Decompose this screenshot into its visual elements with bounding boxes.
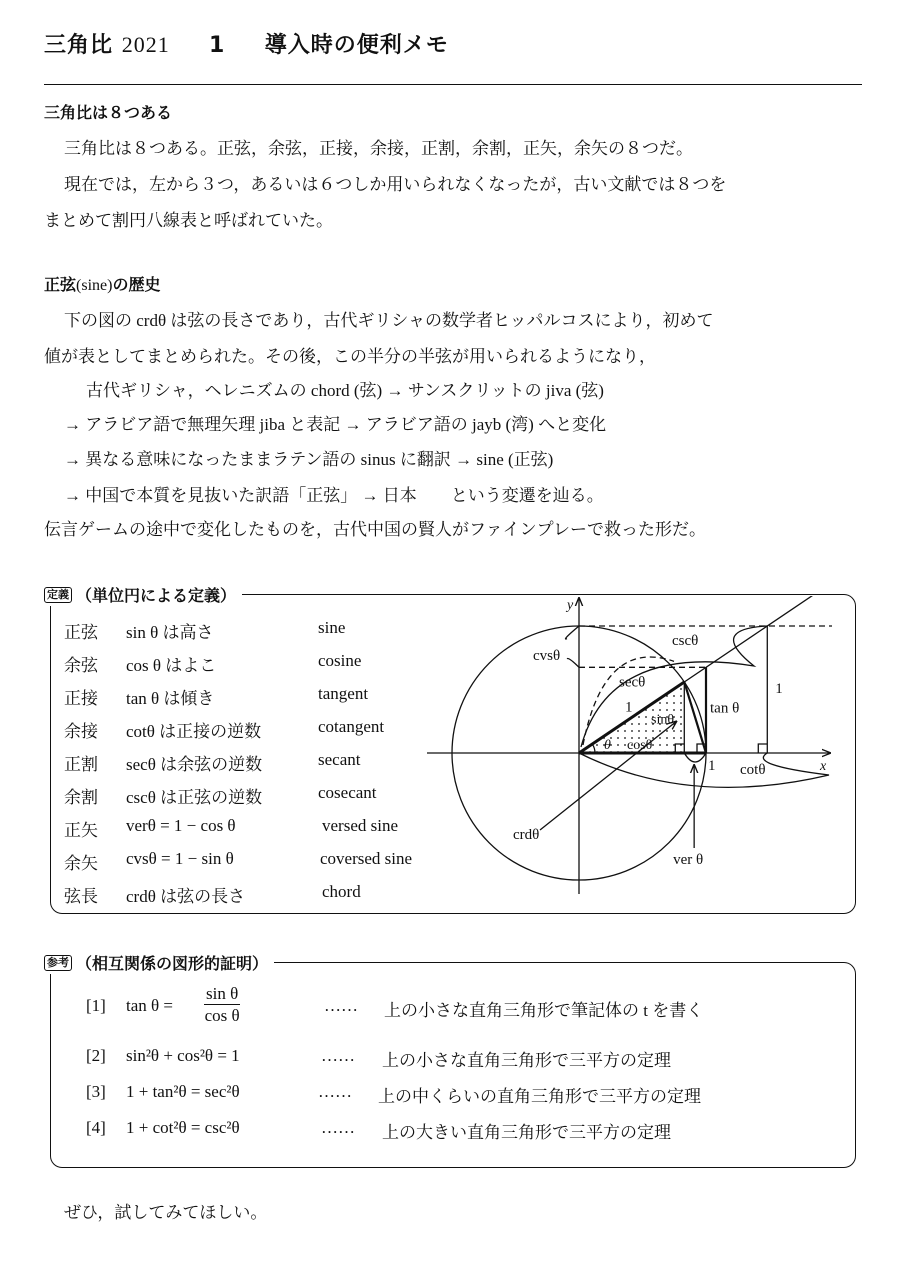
formula: sin²θ + cos²θ = 1 — [126, 1046, 240, 1065]
reference-heading-rule — [332, 962, 772, 963]
ellipsis: …… — [321, 1046, 355, 1065]
heading-paren: (sine) — [76, 277, 113, 294]
fraction-denominator: cos θ — [204, 1006, 240, 1025]
header-rule — [44, 84, 862, 85]
history-step: → アラビア語で無理矢理 jiba と表記 → アラビア語の jayb (湾) へと変化 — [64, 415, 607, 434]
sec-label: secθ — [619, 674, 646, 691]
title-prefix: 三角比 — [44, 33, 114, 58]
def-english-name: cosecant — [318, 783, 377, 802]
formula-lhs: tan θ = — [126, 996, 173, 1015]
vertical-one-label: 1 — [775, 681, 783, 697]
def-expression: tan θ は傾き — [126, 689, 215, 708]
paragraph-line: 下の図の crdθ は弦の長さであり，古代ギリシャの数学者ヒッパルコスにより，初めて — [64, 311, 714, 330]
tan-label: tan θ — [710, 700, 740, 717]
chord-segment — [684, 682, 706, 753]
def-japanese-name: 余弦 — [64, 656, 98, 675]
def-expression: cotθ は正接の逆数 — [126, 722, 262, 741]
closing-text: ぜひ，試してみてほしい。 — [64, 1203, 268, 1222]
reference-heading — [44, 951, 274, 974]
heading-part: 正弦 — [44, 275, 77, 294]
definition-tag: 定義 — [44, 587, 72, 603]
title-year: 2021 — [121, 32, 170, 57]
def-japanese-name: 正弦 — [64, 623, 98, 642]
cot-label: cotθ — [740, 762, 766, 778]
def-expression: secθ は余弦の逆数 — [126, 755, 263, 774]
def-japanese-name: 正矢 — [64, 821, 98, 840]
history-step: → 中国で本質を見抜いた訳語「正弦」 → 日本 という変遷を辿る。 — [64, 486, 604, 505]
def-expression: cos θ はよこ — [126, 656, 217, 675]
history-step: → 異なる意味になったままラテン語の sinus に翻訳 → sine (正弦) — [64, 450, 554, 469]
section-heading-eight-ratios: 三角比は８つある — [44, 103, 173, 122]
cvs-label: cvsθ — [533, 648, 561, 664]
row-number: [3] — [86, 1082, 106, 1101]
unit-circle-diagram — [420, 596, 850, 908]
fraction-numerator: sin θ — [206, 984, 239, 1003]
def-expression: cvsθ = 1 − sin θ — [126, 849, 234, 868]
def-english-name: sine — [318, 618, 346, 637]
def-expression: verθ = 1 − cos θ — [126, 816, 236, 835]
def-expression: cscθ は正弦の逆数 — [126, 788, 263, 807]
x-axis-label: x — [820, 759, 827, 774]
definition-heading — [44, 583, 242, 606]
row-number: [1] — [86, 996, 106, 1015]
ellipsis: …… — [321, 1118, 355, 1137]
row-number: [2] — [86, 1046, 106, 1065]
formula: 1 + cot²θ = csc²θ — [126, 1118, 240, 1137]
def-english-name: cosine — [318, 651, 362, 670]
paragraph-line: 値が表としてまとめられた。その後，この半分の半弦が用いられるようになり， — [44, 347, 656, 366]
def-japanese-name: 余矢 — [64, 854, 98, 873]
theta-label: θ — [604, 738, 611, 753]
definition-title: （単位円による定義） — [76, 586, 237, 605]
y-axis-label: y — [567, 598, 574, 613]
formula: 1 + tan²θ = sec²θ — [126, 1082, 240, 1101]
crd-label: crdθ — [513, 827, 540, 843]
paragraph-line: まとめて割円八線表と呼ばれていた。 — [44, 211, 333, 230]
reference-tag: 参考 — [44, 955, 72, 971]
ellipsis: …… — [318, 1082, 352, 1101]
paragraph-line: 伝言ゲームの途中で変化したものを，古代中国の賢人がファインプレーで救った形だ。 — [44, 520, 706, 539]
def-english-name: versed sine — [322, 816, 399, 835]
row-note: 上の大きい直角三角形で三平方の定理 — [382, 1123, 671, 1142]
chapter-number: 1 — [209, 33, 226, 58]
cvs-brace — [566, 626, 580, 667]
def-english-name: chord — [322, 882, 361, 901]
definition-heading-rule — [290, 594, 770, 595]
title-text: 導入時の便利メモ — [264, 33, 449, 58]
def-japanese-name: 正割 — [64, 755, 98, 774]
paragraph-line: 三角比は８つある。正弦，余弦，正接，余接，正割，余割，正矢，余矢の８つだ。 — [64, 139, 693, 158]
ellipsis: …… — [324, 996, 358, 1015]
def-expression: crdθ は弦の長さ — [126, 887, 246, 906]
paragraph-line: 現在では，左から３つ，あるいは６つしか用いられなくなったが，古い文献では８つを — [64, 175, 727, 194]
def-english-name: coversed sine — [320, 849, 413, 868]
def-expression: sin θ は高さ — [126, 623, 214, 642]
row-note: 上の小さな直角三角形で三平方の定理 — [382, 1051, 671, 1070]
def-japanese-name: 余割 — [64, 788, 98, 807]
axis-one-label: 1 — [708, 758, 716, 774]
page-title — [44, 28, 449, 59]
row-note: 上の中くらいの直角三角形で三平方の定理 — [378, 1087, 701, 1106]
radius-one-label: 1 — [625, 699, 633, 716]
section-heading-sine-history — [44, 272, 160, 295]
cot-brace — [579, 753, 829, 787]
history-step: 古代ギリシャ，ヘレニズムの chord (弦) → サンスクリットの jiva (弦) — [86, 381, 604, 400]
def-japanese-name: 正接 — [64, 689, 98, 708]
def-japanese-name: 弦長 — [64, 887, 98, 906]
fraction — [204, 984, 240, 1027]
right-angle-mark — [758, 744, 767, 753]
csc-label: cscθ — [672, 633, 699, 649]
reference-title: （相互関係の図形的証明） — [76, 954, 269, 973]
def-english-name: tangent — [318, 684, 369, 703]
cos-label: cosθ — [627, 738, 653, 753]
def-english-name: cotangent — [318, 717, 385, 736]
ver-label: ver θ — [673, 852, 704, 868]
def-english-name: secant — [318, 750, 361, 769]
sin-label: sinθ — [651, 712, 675, 728]
heading-part: の歴史 — [112, 275, 161, 294]
row-note: 上の小さな直角三角形で筆記体の t を書く — [384, 1001, 704, 1020]
def-japanese-name: 余接 — [64, 722, 98, 741]
row-number: [4] — [86, 1118, 106, 1137]
